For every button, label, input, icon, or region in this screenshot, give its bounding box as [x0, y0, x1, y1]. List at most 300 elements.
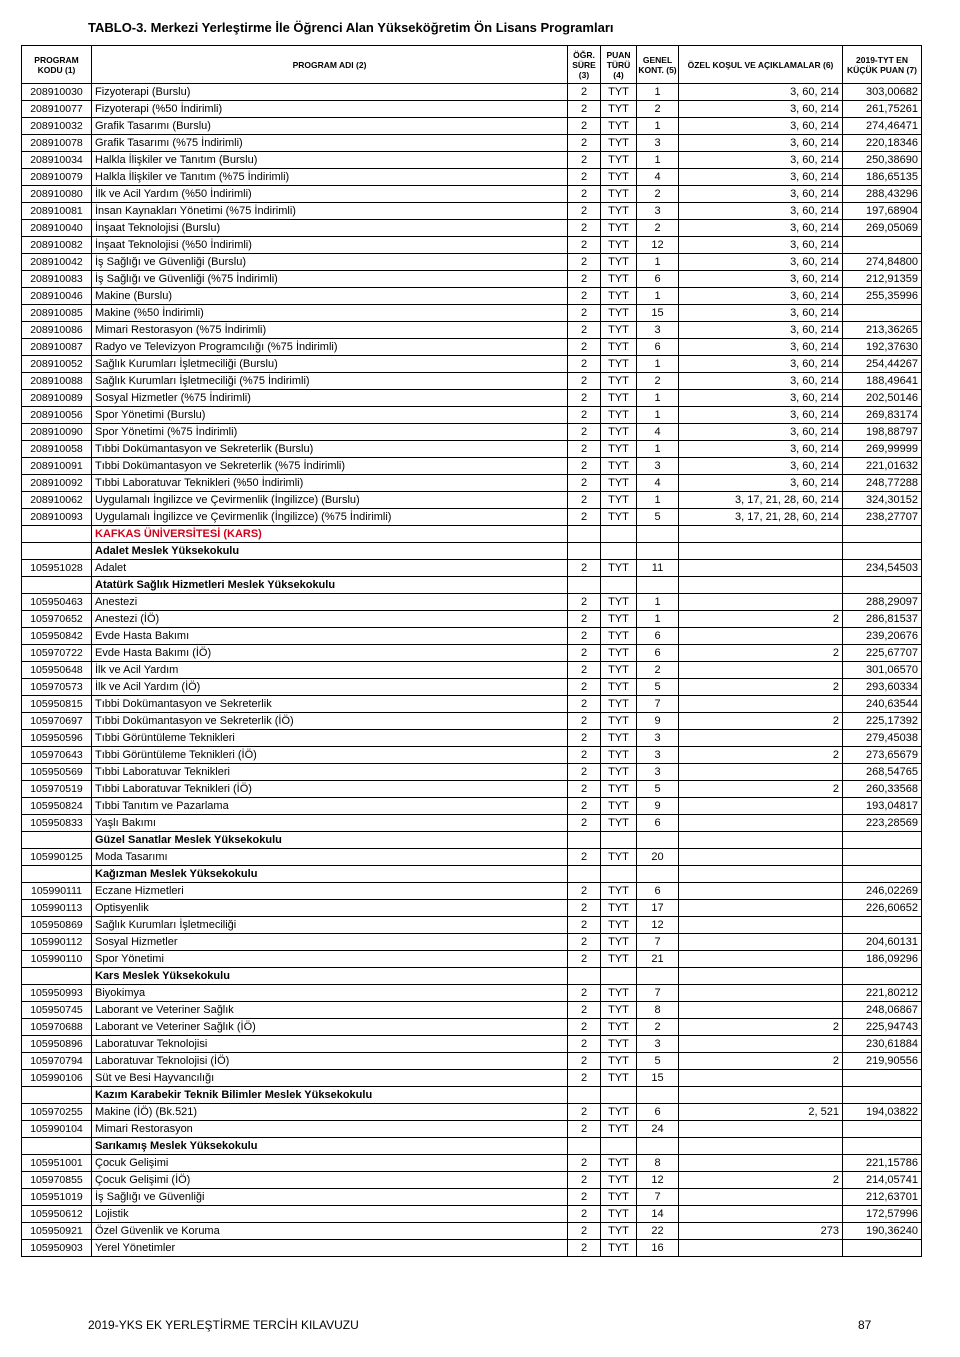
duration-cell: 2: [568, 1189, 601, 1206]
quota-cell: 2: [637, 662, 679, 679]
quota-cell: 1: [637, 356, 679, 373]
score-type-cell: TYT: [601, 1121, 637, 1138]
duration-cell: 2: [568, 322, 601, 339]
min-score-cell: [843, 526, 922, 543]
quota-cell: 3: [637, 135, 679, 152]
program-code-cell: 105970652: [22, 611, 92, 628]
header-program-name: PROGRAM ADI (2): [92, 46, 568, 84]
program-name-cell: Fizyoterapi (Burslu): [92, 84, 568, 101]
notes-cell: 3, 60, 214: [679, 101, 843, 118]
min-score-cell: 186,65135: [843, 169, 922, 186]
min-score-cell: 324,30152: [843, 492, 922, 509]
table-row: [22, 560, 922, 577]
quota-cell: 7: [637, 1189, 679, 1206]
score-type-cell: TYT: [601, 1189, 637, 1206]
quota-cell: 3: [637, 1036, 679, 1053]
notes-cell: 2: [679, 1172, 843, 1189]
score-type-cell: TYT: [601, 373, 637, 390]
program-code-cell: 208910086: [22, 322, 92, 339]
quota-cell: 1: [637, 492, 679, 509]
score-type-cell: TYT: [601, 815, 637, 832]
quota-cell: 1: [637, 118, 679, 135]
program-code-cell: 105950869: [22, 917, 92, 934]
duration-cell: 2: [568, 849, 601, 866]
table-row: [22, 1036, 922, 1053]
notes-cell: [679, 543, 843, 560]
quota-cell: 3: [637, 203, 679, 220]
min-score-cell: 288,43296: [843, 186, 922, 203]
notes-cell: 2: [679, 679, 843, 696]
program-name-cell: Makine (%50 İndirimli): [92, 305, 568, 322]
score-type-cell: TYT: [601, 798, 637, 815]
program-code-cell: 208910082: [22, 237, 92, 254]
program-code-cell: [22, 543, 92, 560]
duration-cell: [568, 526, 601, 543]
program-name-cell: İlk ve Acil Yardım (İÖ): [92, 679, 568, 696]
duration-cell: 2: [568, 934, 601, 951]
program-code-cell: 105951001: [22, 1155, 92, 1172]
table-row: [22, 917, 922, 934]
min-score-cell: [843, 1240, 922, 1257]
table-row: [22, 509, 922, 526]
notes-cell: [679, 934, 843, 951]
min-score-cell: 246,02269: [843, 883, 922, 900]
table-row: [22, 713, 922, 730]
duration-cell: 2: [568, 373, 601, 390]
duration-cell: 2: [568, 220, 601, 237]
table-row: [22, 764, 922, 781]
table-row: [22, 322, 922, 339]
score-type-cell: TYT: [601, 322, 637, 339]
score-type-cell: [601, 526, 637, 543]
notes-cell: [679, 832, 843, 849]
min-score-cell: [843, 305, 922, 322]
program-code-cell: 208910056: [22, 407, 92, 424]
score-type-cell: TYT: [601, 1002, 637, 1019]
header-program-code: PROGRAM KODU (1): [22, 46, 92, 84]
program-code-cell: 105970855: [22, 1172, 92, 1189]
program-code-cell: 208910052: [22, 356, 92, 373]
duration-cell: 2: [568, 1172, 601, 1189]
min-score-cell: 248,77288: [843, 475, 922, 492]
score-type-cell: TYT: [601, 118, 637, 135]
table-header-row: [22, 46, 922, 84]
notes-cell: 3, 60, 214: [679, 152, 843, 169]
program-name-cell: İş Sağlığı ve Güvenliği (Burslu): [92, 254, 568, 271]
program-code-cell: 105950993: [22, 985, 92, 1002]
table-row: [22, 628, 922, 645]
score-type-cell: TYT: [601, 730, 637, 747]
program-name-cell: Sosyal Hizmetler: [92, 934, 568, 951]
quota-cell: 22: [637, 1223, 679, 1240]
duration-cell: 2: [568, 271, 601, 288]
table-row: [22, 169, 922, 186]
duration-cell: 2: [568, 84, 601, 101]
min-score-cell: [843, 917, 922, 934]
notes-cell: [679, 730, 843, 747]
min-score-cell: [843, 968, 922, 985]
program-name-cell: İnşaat Teknolojisi (%50 İndirimli): [92, 237, 568, 254]
program-name-cell: Çocuk Gelişimi: [92, 1155, 568, 1172]
program-code-cell: 208910078: [22, 135, 92, 152]
page-number: 87: [858, 1318, 872, 1332]
notes-cell: [679, 917, 843, 934]
score-type-cell: TYT: [601, 186, 637, 203]
table-row: [22, 1019, 922, 1036]
program-name-cell: Halkla İlişkiler ve Tanıtım (Burslu): [92, 152, 568, 169]
min-score-cell: [843, 849, 922, 866]
quota-cell: 2: [637, 186, 679, 203]
program-name-cell: Tıbbi Görüntüleme Teknikleri: [92, 730, 568, 747]
table-row: [22, 84, 922, 101]
score-type-cell: TYT: [601, 594, 637, 611]
score-type-cell: [601, 577, 637, 594]
quota-cell: 6: [637, 339, 679, 356]
table-row: [22, 1104, 922, 1121]
notes-cell: 3, 60, 214: [679, 424, 843, 441]
min-score-cell: 172,57996: [843, 1206, 922, 1223]
notes-cell: [679, 696, 843, 713]
score-type-cell: TYT: [601, 662, 637, 679]
min-score-cell: 274,46471: [843, 118, 922, 135]
program-code-cell: 208910032: [22, 118, 92, 135]
notes-cell: 3, 60, 214: [679, 169, 843, 186]
notes-cell: 3, 60, 214: [679, 254, 843, 271]
notes-cell: [679, 560, 843, 577]
duration-cell: 2: [568, 560, 601, 577]
notes-cell: [679, 798, 843, 815]
program-name-cell: Tıbbi Laboratuvar Teknikleri (İÖ): [92, 781, 568, 798]
score-type-cell: TYT: [601, 1206, 637, 1223]
program-code-cell: [22, 577, 92, 594]
table-row: [22, 458, 922, 475]
program-name-cell: Tıbbi Laboratuvar Teknikleri: [92, 764, 568, 781]
duration-cell: 2: [568, 305, 601, 322]
program-code-cell: 208910030: [22, 84, 92, 101]
school-heading-row: [22, 832, 922, 849]
score-type-cell: TYT: [601, 611, 637, 628]
table-row: [22, 1223, 922, 1240]
program-code-cell: 105970519: [22, 781, 92, 798]
min-score-cell: [843, 1087, 922, 1104]
duration-cell: 2: [568, 747, 601, 764]
score-type-cell: TYT: [601, 152, 637, 169]
quota-cell: 3: [637, 747, 679, 764]
school-heading-row: [22, 1138, 922, 1155]
min-score-cell: 204,60131: [843, 934, 922, 951]
program-name-cell: Süt ve Besi Hayvancılığı: [92, 1070, 568, 1087]
score-type-cell: TYT: [601, 934, 637, 951]
score-type-cell: TYT: [601, 917, 637, 934]
notes-cell: [679, 526, 843, 543]
program-code-cell: 105950463: [22, 594, 92, 611]
notes-cell: [679, 1070, 843, 1087]
quota-cell: 12: [637, 917, 679, 934]
score-type-cell: TYT: [601, 1070, 637, 1087]
min-score-cell: 225,94743: [843, 1019, 922, 1036]
notes-cell: 3, 60, 214: [679, 356, 843, 373]
notes-cell: 3, 60, 214: [679, 305, 843, 322]
score-type-cell: TYT: [601, 356, 637, 373]
duration-cell: [568, 577, 601, 594]
duration-cell: 2: [568, 645, 601, 662]
table-row: [22, 407, 922, 424]
score-type-cell: TYT: [601, 407, 637, 424]
duration-cell: 2: [568, 662, 601, 679]
program-name-cell: Sağlık Kurumları İşletmeciliği (Burslu): [92, 356, 568, 373]
program-code-cell: 105990110: [22, 951, 92, 968]
program-name-cell: Biyokimya: [92, 985, 568, 1002]
program-code-cell: 105950569: [22, 764, 92, 781]
duration-cell: 2: [568, 1223, 601, 1240]
notes-cell: 3, 60, 214: [679, 203, 843, 220]
quota-cell: 14: [637, 1206, 679, 1223]
program-code-cell: [22, 526, 92, 543]
program-name-cell: Sağlık Kurumları İşletmeciliği (%75 İndirimli): [92, 373, 568, 390]
min-score-cell: 255,35996: [843, 288, 922, 305]
table-row: [22, 118, 922, 135]
table-row: [22, 645, 922, 662]
quota-cell: 8: [637, 1002, 679, 1019]
program-code-cell: 105990113: [22, 900, 92, 917]
min-score-cell: 240,63544: [843, 696, 922, 713]
table-row: [22, 339, 922, 356]
quota-cell: 6: [637, 628, 679, 645]
program-name-cell: Yerel Yönetimler: [92, 1240, 568, 1257]
program-name-cell: Evde Hasta Bakımı: [92, 628, 568, 645]
score-type-cell: TYT: [601, 781, 637, 798]
duration-cell: 2: [568, 713, 601, 730]
duration-cell: 2: [568, 985, 601, 1002]
quota-cell: 7: [637, 985, 679, 1002]
min-score-cell: 198,88797: [843, 424, 922, 441]
header-notes: ÖZEL KOŞUL VE AÇIKLAMALAR (6): [679, 46, 843, 84]
min-score-cell: 225,17392: [843, 713, 922, 730]
min-score-cell: 212,63701: [843, 1189, 922, 1206]
duration-cell: 2: [568, 798, 601, 815]
school-name: Kars Meslek Yüksekokulu: [92, 968, 568, 985]
table-row: [22, 900, 922, 917]
table-row: [22, 356, 922, 373]
min-score-cell: [843, 1070, 922, 1087]
program-code-cell: 208910092: [22, 475, 92, 492]
min-score-cell: 269,83174: [843, 407, 922, 424]
notes-cell: [679, 866, 843, 883]
table-row: [22, 1121, 922, 1138]
program-code-cell: 208910079: [22, 169, 92, 186]
page-title: TABLO-3. Merkezi Yerleştirme İle Öğrenci Alan Yükseköğretim Ön Lisans Programları: [88, 20, 614, 35]
min-score-cell: 239,20676: [843, 628, 922, 645]
program-code-cell: 105970643: [22, 747, 92, 764]
table-row: [22, 1053, 922, 1070]
program-code-cell: [22, 866, 92, 883]
duration-cell: 2: [568, 101, 601, 118]
table-row: [22, 135, 922, 152]
quota-cell: 6: [637, 1104, 679, 1121]
duration-cell: 2: [568, 696, 601, 713]
min-score-cell: 260,33568: [843, 781, 922, 798]
min-score-cell: 238,27707: [843, 509, 922, 526]
notes-cell: 3, 60, 214: [679, 458, 843, 475]
footer-guide-title: 2019-YKS EK YERLEŞTİRME TERCİH KILAVUZU: [88, 1318, 359, 1332]
quota-cell: 9: [637, 798, 679, 815]
min-score-cell: 225,67707: [843, 645, 922, 662]
program-name-cell: Sağlık Kurumları İşletmeciliği: [92, 917, 568, 934]
quota-cell: 3: [637, 730, 679, 747]
duration-cell: 2: [568, 458, 601, 475]
duration-cell: 2: [568, 764, 601, 781]
score-type-cell: TYT: [601, 628, 637, 645]
program-code-cell: 208910090: [22, 424, 92, 441]
program-code-cell: 105970255: [22, 1104, 92, 1121]
min-score-cell: 250,38690: [843, 152, 922, 169]
duration-cell: 2: [568, 1019, 601, 1036]
table-row: [22, 492, 922, 509]
program-name-cell: Yaşlı Bakımı: [92, 815, 568, 832]
notes-cell: 2: [679, 611, 843, 628]
score-type-cell: TYT: [601, 713, 637, 730]
notes-cell: 3, 60, 214: [679, 186, 843, 203]
program-code-cell: 105950903: [22, 1240, 92, 1257]
min-score-cell: 223,28569: [843, 815, 922, 832]
quota-cell: 4: [637, 475, 679, 492]
program-name-cell: Grafik Tasarımı (Burslu): [92, 118, 568, 135]
notes-cell: 3, 60, 214: [679, 135, 843, 152]
duration-cell: 2: [568, 611, 601, 628]
program-code-cell: 105970722: [22, 645, 92, 662]
table-row: [22, 1189, 922, 1206]
quota-cell: [637, 866, 679, 883]
school-heading-row: [22, 543, 922, 560]
duration-cell: 2: [568, 169, 601, 186]
quota-cell: 1: [637, 288, 679, 305]
duration-cell: 2: [568, 628, 601, 645]
duration-cell: 2: [568, 900, 601, 917]
program-code-cell: 208910042: [22, 254, 92, 271]
notes-cell: 3, 60, 214: [679, 84, 843, 101]
program-code-cell: 105990125: [22, 849, 92, 866]
table-row: [22, 781, 922, 798]
score-type-cell: TYT: [601, 237, 637, 254]
table-row: [22, 611, 922, 628]
duration-cell: 2: [568, 1036, 601, 1053]
quota-cell: [637, 832, 679, 849]
quota-cell: [637, 1138, 679, 1155]
program-code-cell: 208910081: [22, 203, 92, 220]
header-min-score: 2019-TYT EN KÜÇÜK PUAN (7): [843, 46, 922, 84]
program-name-cell: Laboratuvar Teknolojisi (İÖ): [92, 1053, 568, 1070]
table-row: [22, 883, 922, 900]
min-score-cell: 194,03822: [843, 1104, 922, 1121]
program-code-cell: [22, 832, 92, 849]
table-row: [22, 254, 922, 271]
quota-cell: [637, 1087, 679, 1104]
min-score-cell: 213,36265: [843, 322, 922, 339]
program-name-cell: Laborant ve Veteriner Sağlık: [92, 1002, 568, 1019]
table-row: [22, 288, 922, 305]
notes-cell: [679, 1206, 843, 1223]
min-score-cell: 190,36240: [843, 1223, 922, 1240]
table-row: [22, 186, 922, 203]
table-row: [22, 152, 922, 169]
school-name: Kağızman Meslek Yüksekokulu: [92, 866, 568, 883]
notes-cell: 3, 60, 214: [679, 390, 843, 407]
notes-cell: 3, 60, 214: [679, 407, 843, 424]
quota-cell: 6: [637, 815, 679, 832]
min-score-cell: 248,06867: [843, 1002, 922, 1019]
program-name-cell: Laboratuvar Teknolojisi: [92, 1036, 568, 1053]
program-name-cell: Anestezi: [92, 594, 568, 611]
program-code-cell: 105950833: [22, 815, 92, 832]
quota-cell: 15: [637, 305, 679, 322]
min-score-cell: 234,54503: [843, 560, 922, 577]
min-score-cell: 269,99999: [843, 441, 922, 458]
quota-cell: 21: [637, 951, 679, 968]
min-score-cell: 268,54765: [843, 764, 922, 781]
duration-cell: 2: [568, 1104, 601, 1121]
table-row: [22, 662, 922, 679]
score-type-cell: TYT: [601, 203, 637, 220]
min-score-cell: 301,06570: [843, 662, 922, 679]
notes-cell: [679, 1240, 843, 1257]
score-type-cell: TYT: [601, 492, 637, 509]
notes-cell: [679, 815, 843, 832]
program-name-cell: Halkla İlişkiler ve Tanıtım (%75 İndirimli): [92, 169, 568, 186]
duration-cell: 2: [568, 475, 601, 492]
quota-cell: 1: [637, 407, 679, 424]
min-score-cell: [843, 577, 922, 594]
program-name-cell: İlk ve Acil Yardım: [92, 662, 568, 679]
duration-cell: 2: [568, 1070, 601, 1087]
min-score-cell: 226,60652: [843, 900, 922, 917]
program-code-cell: 208910087: [22, 339, 92, 356]
min-score-cell: [843, 1138, 922, 1155]
quota-cell: [637, 543, 679, 560]
school-name: Adalet Meslek Yüksekokulu: [92, 543, 568, 560]
quota-cell: [637, 526, 679, 543]
quota-cell: 3: [637, 764, 679, 781]
table-row: [22, 985, 922, 1002]
min-score-cell: 197,68904: [843, 203, 922, 220]
notes-cell: 3, 60, 214: [679, 475, 843, 492]
notes-cell: [679, 662, 843, 679]
program-name-cell: Makine (Burslu): [92, 288, 568, 305]
duration-cell: 2: [568, 390, 601, 407]
score-type-cell: TYT: [601, 101, 637, 118]
program-code-cell: 105990104: [22, 1121, 92, 1138]
duration-cell: 2: [568, 1053, 601, 1070]
program-code-cell: 105950612: [22, 1206, 92, 1223]
program-code-cell: 208910077: [22, 101, 92, 118]
notes-cell: [679, 1002, 843, 1019]
min-score-cell: 286,81537: [843, 611, 922, 628]
duration-cell: 2: [568, 815, 601, 832]
table-row: [22, 798, 922, 815]
program-name-cell: Anestezi (İÖ): [92, 611, 568, 628]
min-score-cell: 193,04817: [843, 798, 922, 815]
table-row: [22, 747, 922, 764]
duration-cell: 2: [568, 441, 601, 458]
table-row: [22, 220, 922, 237]
table-row: [22, 1172, 922, 1189]
duration-cell: 2: [568, 679, 601, 696]
program-name-cell: Tıbbi Dokümantasyon ve Sekreterlik (İÖ): [92, 713, 568, 730]
score-type-cell: [601, 832, 637, 849]
program-code-cell: 208910040: [22, 220, 92, 237]
school-name: Sarıkamış Meslek Yüksekokulu: [92, 1138, 568, 1155]
score-type-cell: TYT: [601, 560, 637, 577]
min-score-cell: 219,90556: [843, 1053, 922, 1070]
